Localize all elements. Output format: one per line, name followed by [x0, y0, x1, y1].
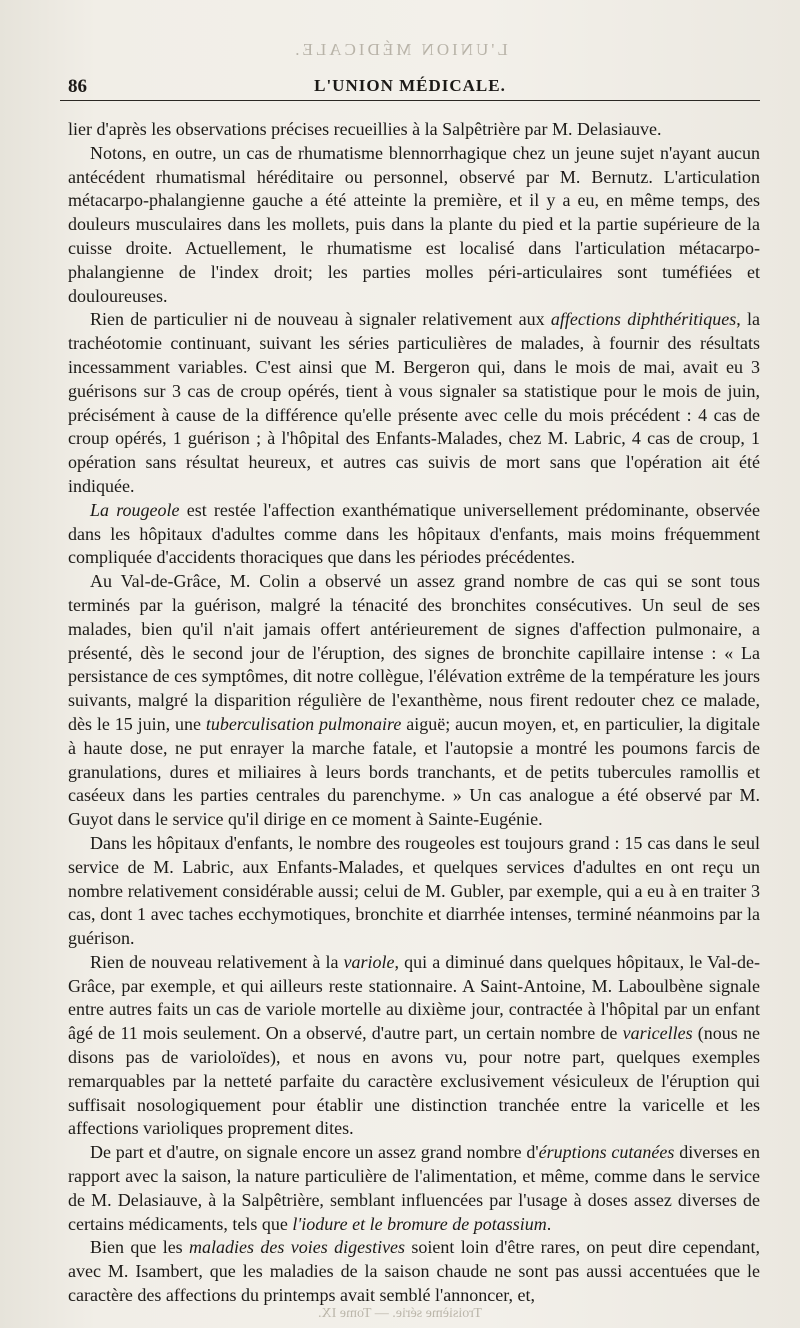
- page-number: 86: [68, 76, 87, 97]
- paragraph: [68, 308, 760, 498]
- paragraph: [68, 1141, 760, 1236]
- text-run: , la trachéotomie continuant, suivant les séries particulières de malades, à fournir des résultats incessamment variables. C'est ainsi que M. Bergeron qui, dans le mois de mai, avait eu 3 guérisons sur 3 cas de croup opérés, tient à vous signaler sa statistique pour le mois de juin, précisément à cause de la différence qu'elle présente avec celle du mois précédent : 4 cas de croup opérés, 1 guérison ; à l'hôpital des Enfants-Malades, chez M. Labric, 4 cas de croup, 1 opération sans résultat heureux, et autres cas suivis de mort sans que l'opération ait été indiquée.: [68, 309, 761, 496]
- bleed-through-title: L'UNION MÉDICALE.: [292, 40, 508, 59]
- page-header: [60, 74, 760, 100]
- italic-phrase: tuberculisation pulmonaire: [205, 713, 402, 734]
- bleed-through-footer: Troisième série. — Tome IX.: [318, 1306, 482, 1321]
- text-run: De part et d'autre, on signale encore un assez grand nombre d': [90, 1142, 539, 1163]
- text-run: (nous ne disons pas de varioloïdes), et nous en avons vu, pour notre part, quelques exemples remarquables par la netteté parfaite du caractère exclusivement vésiculeux de l'éruption qui suffisait nosologiquement pour établir une distinction tranchée entre la varicelle et les affections varioliques proprement dites.: [68, 1023, 760, 1139]
- text-run: , qui a diminué dans quelques hôpitaux, le Val-de-Grâce, par exemple, et qui ailleurs reste stationnaire. A Saint-Antoine, M. Laboulbène signale entre autres faits un cas de variole mortelle au dixième jour, contractée à l'hôpital par un enfant âgé de 11 mois seulement. On a observé, d'autre part, un certain nombre de: [68, 951, 760, 1044]
- paragraph: [68, 570, 760, 832]
- text-run: Bien que les: [90, 1237, 190, 1258]
- italic-phrase: affections diphthéritiques: [550, 309, 737, 330]
- text-run: soient loin d'être rares, on peut dire cependant, avec M. Isambert, que les maladies de la saison chaude ne sont pas aussi accentuées que le caractère des affections du printemps avait semblé l'annoncer, et,: [68, 1237, 760, 1306]
- paragraph: [68, 951, 760, 1141]
- paragraph: [68, 832, 760, 951]
- italic-phrase: maladies des voies digestives: [189, 1237, 406, 1258]
- text-run: .: [546, 1213, 552, 1234]
- text-run: est restée l'affection exanthématique universellement prédominante, observée dans les hôpitaux d'adultes comme dans les hôpitaux d'enfants, mais moins fréquemment compliquée d'accidents thoraciques que dans les périodes précédentes.: [68, 499, 760, 568]
- page-footer: [0, 1302, 800, 1328]
- text-run: Rien de particulier ni de nouveau à signaler relativement aux: [90, 309, 551, 330]
- paragraph: [68, 499, 760, 570]
- running-title: L'UNION MÉDICALE.: [314, 76, 506, 95]
- header-rule: [60, 100, 760, 101]
- text-run: Notons, en outre, un cas de rhumatisme blennorrhagique chez un jeune sujet n'ayant aucun antécédent rhumatismal héréditaire ou personnel, observé par M. Bernutz. L'articulation métacarpo-phalangienne gauche a été atteinte la première, et il y a eu, en même temps, des douleurs musculaires dans les mollets, puis dans la plante du pied et la partie supérieure de la cuisse droite. Actuellement, le rhumatisme est localisé dans l'articulation métacarpo-phalangienne de l'index droit; les parties molles péri-articulaires sont tuméfiées et douloureuses.: [68, 142, 760, 306]
- article-body: [68, 118, 760, 1308]
- text-run: Dans les hôpitaux d'enfants, le nombre des rougeoles est toujours grand : 15 cas dans le seul service de M. Labric, aux Enfants-Malades, et quelques services d'adultes en ont reçu un nombre relativement considérable aussi; celui de M. Gubler, par exemple, qui a eu à en traiter 3 cas, dont 1 avec taches ecchymotiques, bronchite et diarrhée intenses, terminé néanmoins par la guérison.: [68, 832, 760, 949]
- text-run: diverses en rapport avec la saison, la nature particulière de l'alimentation, et même, comme dans le service de M. Delasiauve, à la Salpêtrière, semblant influencées par l'usage à doses assez diverses de certains médicaments, tels que: [68, 1142, 760, 1234]
- italic-phrase: varicelles: [622, 1023, 693, 1044]
- text-run: aiguë; aucun moyen, et, en particulier, la digitale à haute dose, ne put enrayer la marche fatale, et l'autopsie a montré les poumons farcis de granulations, dures et miliaires à leurs bords tranchants, et de petits tubercules ramollis et caséeux dans les parties centrales du parenchyme. » Un cas analogue a été observé par M. Guyot dans le service qu'il dirige en ce moment à Sainte-Eugénie.: [68, 713, 760, 830]
- text-run: Rien de nouveau relativement à la: [90, 951, 344, 972]
- paragraph: [68, 118, 760, 142]
- text-run: Au Val-de-Grâce, M. Colin a observé un assez grand nombre de cas qui se sont tous terminés par la guérison, malgré la ténacité des bronchites consécutives. Un seul de ses malades, bien qu'il n'ait jamais offert antérieurement de signes d'affection pulmonaire, a présenté, dès le second jour de l'éruption, des signes de bronchite capillaire intense : « La persistance de ces symptômes, dit notre collègue, l'élévation extrême de la température les jours suivants, malgré la disparition régulière de l'exanthème, nous firent redouter chez ce malade, dès le 15 juin, une: [68, 571, 760, 734]
- italic-phrase: éruptions cutanées: [538, 1142, 675, 1163]
- paragraph: [68, 142, 760, 309]
- text-run: lier d'après les observations précises recueillies à la Salpêtrière par M. Delasiauve.: [68, 119, 662, 139]
- italic-phrase: l'iodure et le bromure de potassium: [292, 1213, 547, 1234]
- italic-phrase: variole: [343, 951, 395, 972]
- paragraph: [68, 1236, 760, 1307]
- italic-phrase: La rougeole: [90, 499, 180, 520]
